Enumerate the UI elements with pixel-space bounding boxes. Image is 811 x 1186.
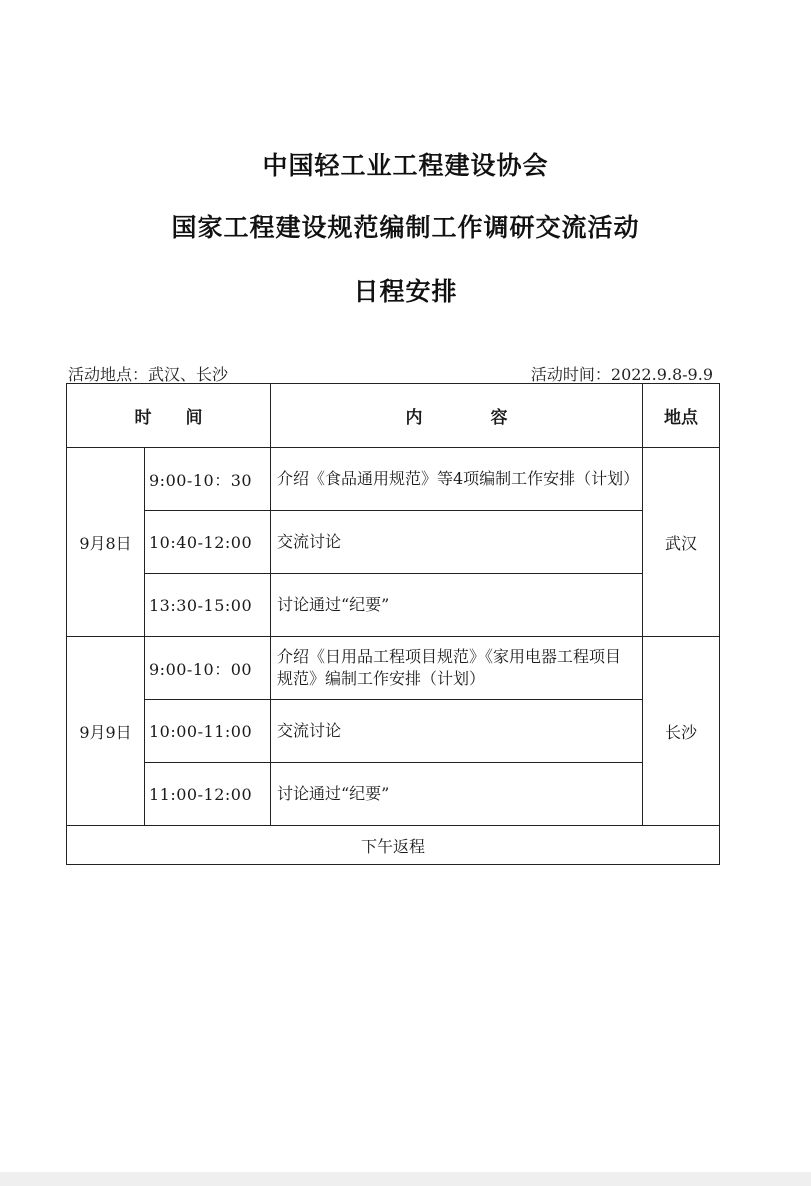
table-row [67, 763, 720, 826]
slot-content: 讨论通过“纪要” [271, 763, 643, 826]
return-note: 下午返程 [67, 826, 720, 865]
day-place: 长沙 [643, 637, 720, 826]
event-date-range: 活动时间：2022.9.8-9.9 [530, 365, 713, 384]
table-row [67, 700, 720, 763]
slot-time: 10:40-12:00 [145, 511, 271, 574]
page-bottom-edge [0, 1172, 811, 1186]
day-date: 9月8日 [67, 448, 145, 637]
slot-content: 交流讨论 [271, 511, 643, 574]
header-time: 时 间 [67, 384, 271, 448]
slot-time: 9:00-10：30 [145, 448, 271, 511]
table-row [67, 511, 720, 574]
slot-time: 13:30-15:00 [145, 574, 271, 637]
event-title: 国家工程建设规范编制工作调研交流活动 [171, 213, 640, 242]
slot-time: 11:00-12:00 [145, 763, 271, 826]
header-place: 地点 [643, 384, 720, 448]
schedule-subtitle: 日程安排 [353, 277, 458, 306]
slot-time: 9:00-10：00 [145, 637, 271, 700]
table-header-row [67, 384, 720, 448]
schedule-table [66, 383, 720, 865]
table-row [67, 574, 720, 637]
slot-content: 交流讨论 [271, 700, 643, 763]
day-place: 武汉 [643, 448, 720, 637]
table-footer-row [67, 826, 720, 865]
slot-content: 介绍《食品通用规范》等4项编制工作安排（计划） [271, 448, 643, 511]
event-location: 活动地点：武汉、长沙 [68, 365, 229, 384]
table-row [67, 637, 720, 700]
day-date: 9月9日 [67, 637, 145, 826]
slot-content: 讨论通过“纪要” [271, 574, 643, 637]
slot-time: 10:00-11:00 [145, 700, 271, 763]
table-row [67, 448, 720, 511]
org-title: 中国轻工业工程建设协会 [262, 151, 549, 180]
slot-content: 介绍《日用品工程项目规范》《家用电器工程项目规范》编制工作安排（计划） [271, 637, 643, 700]
header-content: 内 容 [271, 384, 643, 448]
